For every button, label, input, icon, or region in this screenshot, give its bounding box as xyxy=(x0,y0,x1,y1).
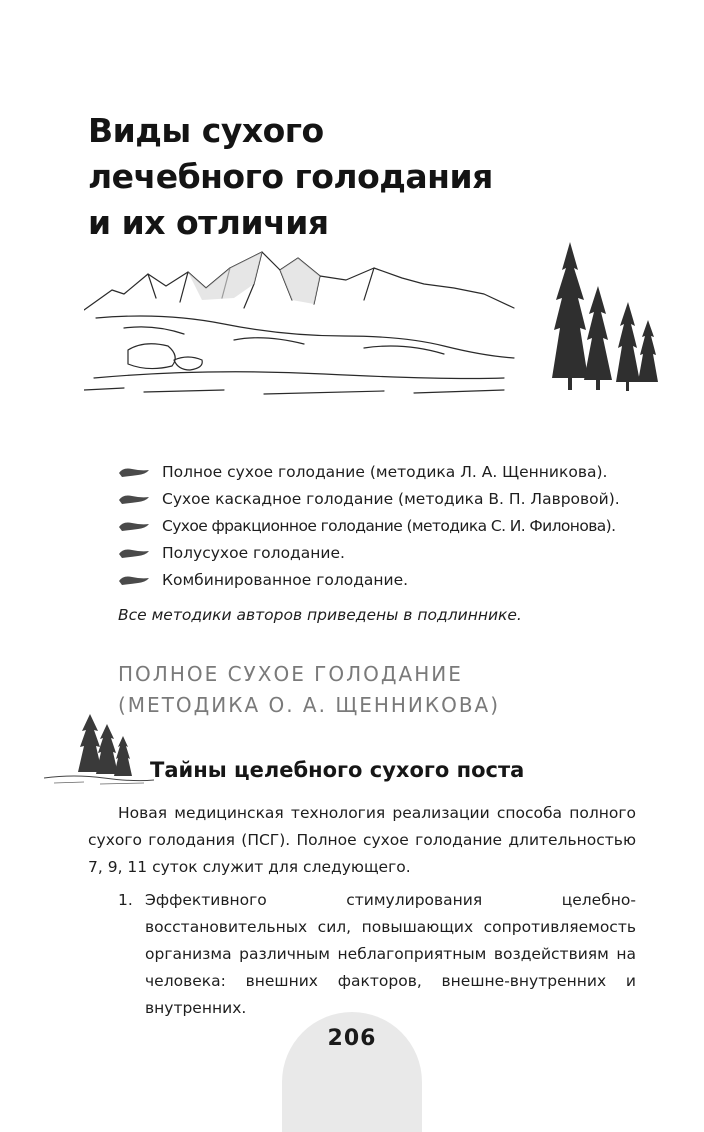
list-item xyxy=(118,539,620,566)
subheading: Тайны целебного сухого поста xyxy=(150,758,525,782)
method-label: Полное сухое голодание (методика Л. А. Щенникова). xyxy=(162,462,608,481)
item-text: Эффективного стимулирования целебно-восстановительных сил, повышающих сопротивляемость организма различным неблагоприятным воздействиям на человека: внешних факторов, внешне-внутренних и внутренних. xyxy=(145,891,636,1017)
body-paragraph: Новая медицинская технология реализации способа полного сухого голодания (ПСГ). Полное сухое голодание длительностью 7, 9, 11 суток служит для следующего. xyxy=(88,804,636,876)
brush-stroke-icon xyxy=(118,546,150,560)
mountain-landscape-illustration xyxy=(84,228,664,403)
page-number: 206 xyxy=(327,1026,377,1051)
brush-stroke-icon xyxy=(118,465,150,479)
numbered-list xyxy=(118,887,636,1022)
method-label: Сухое каскадное голодание (методика В. П. Лавровой). xyxy=(162,489,620,508)
fir-trees-icon xyxy=(44,712,154,788)
brush-stroke-icon xyxy=(118,573,150,587)
method-label: Комбинированное голодание. xyxy=(162,570,409,589)
brush-stroke-icon xyxy=(118,519,150,533)
list-item xyxy=(118,458,620,485)
section-heading: ПОЛНОЕ СУХОЕ ГОЛОДАНИЕ (МЕТОДИКА О. А. ЩЕННИКОВА) xyxy=(118,662,501,717)
list-item xyxy=(118,485,620,512)
authors-note: Все методики авторов приведены в подлиннике. xyxy=(118,606,522,624)
method-label: Сухое фракционное голодание (методика С. И. Филонова). xyxy=(162,516,616,535)
list-item xyxy=(118,512,620,539)
method-label: Полусухое голодание. xyxy=(162,543,345,562)
list-item xyxy=(118,566,620,593)
methods-list xyxy=(118,458,620,593)
brush-stroke-icon xyxy=(118,492,150,506)
chapter-title: Виды сухого лечебного голодания и их отличия xyxy=(88,111,493,242)
list-item xyxy=(118,887,636,1022)
item-number: 1. xyxy=(118,891,133,909)
